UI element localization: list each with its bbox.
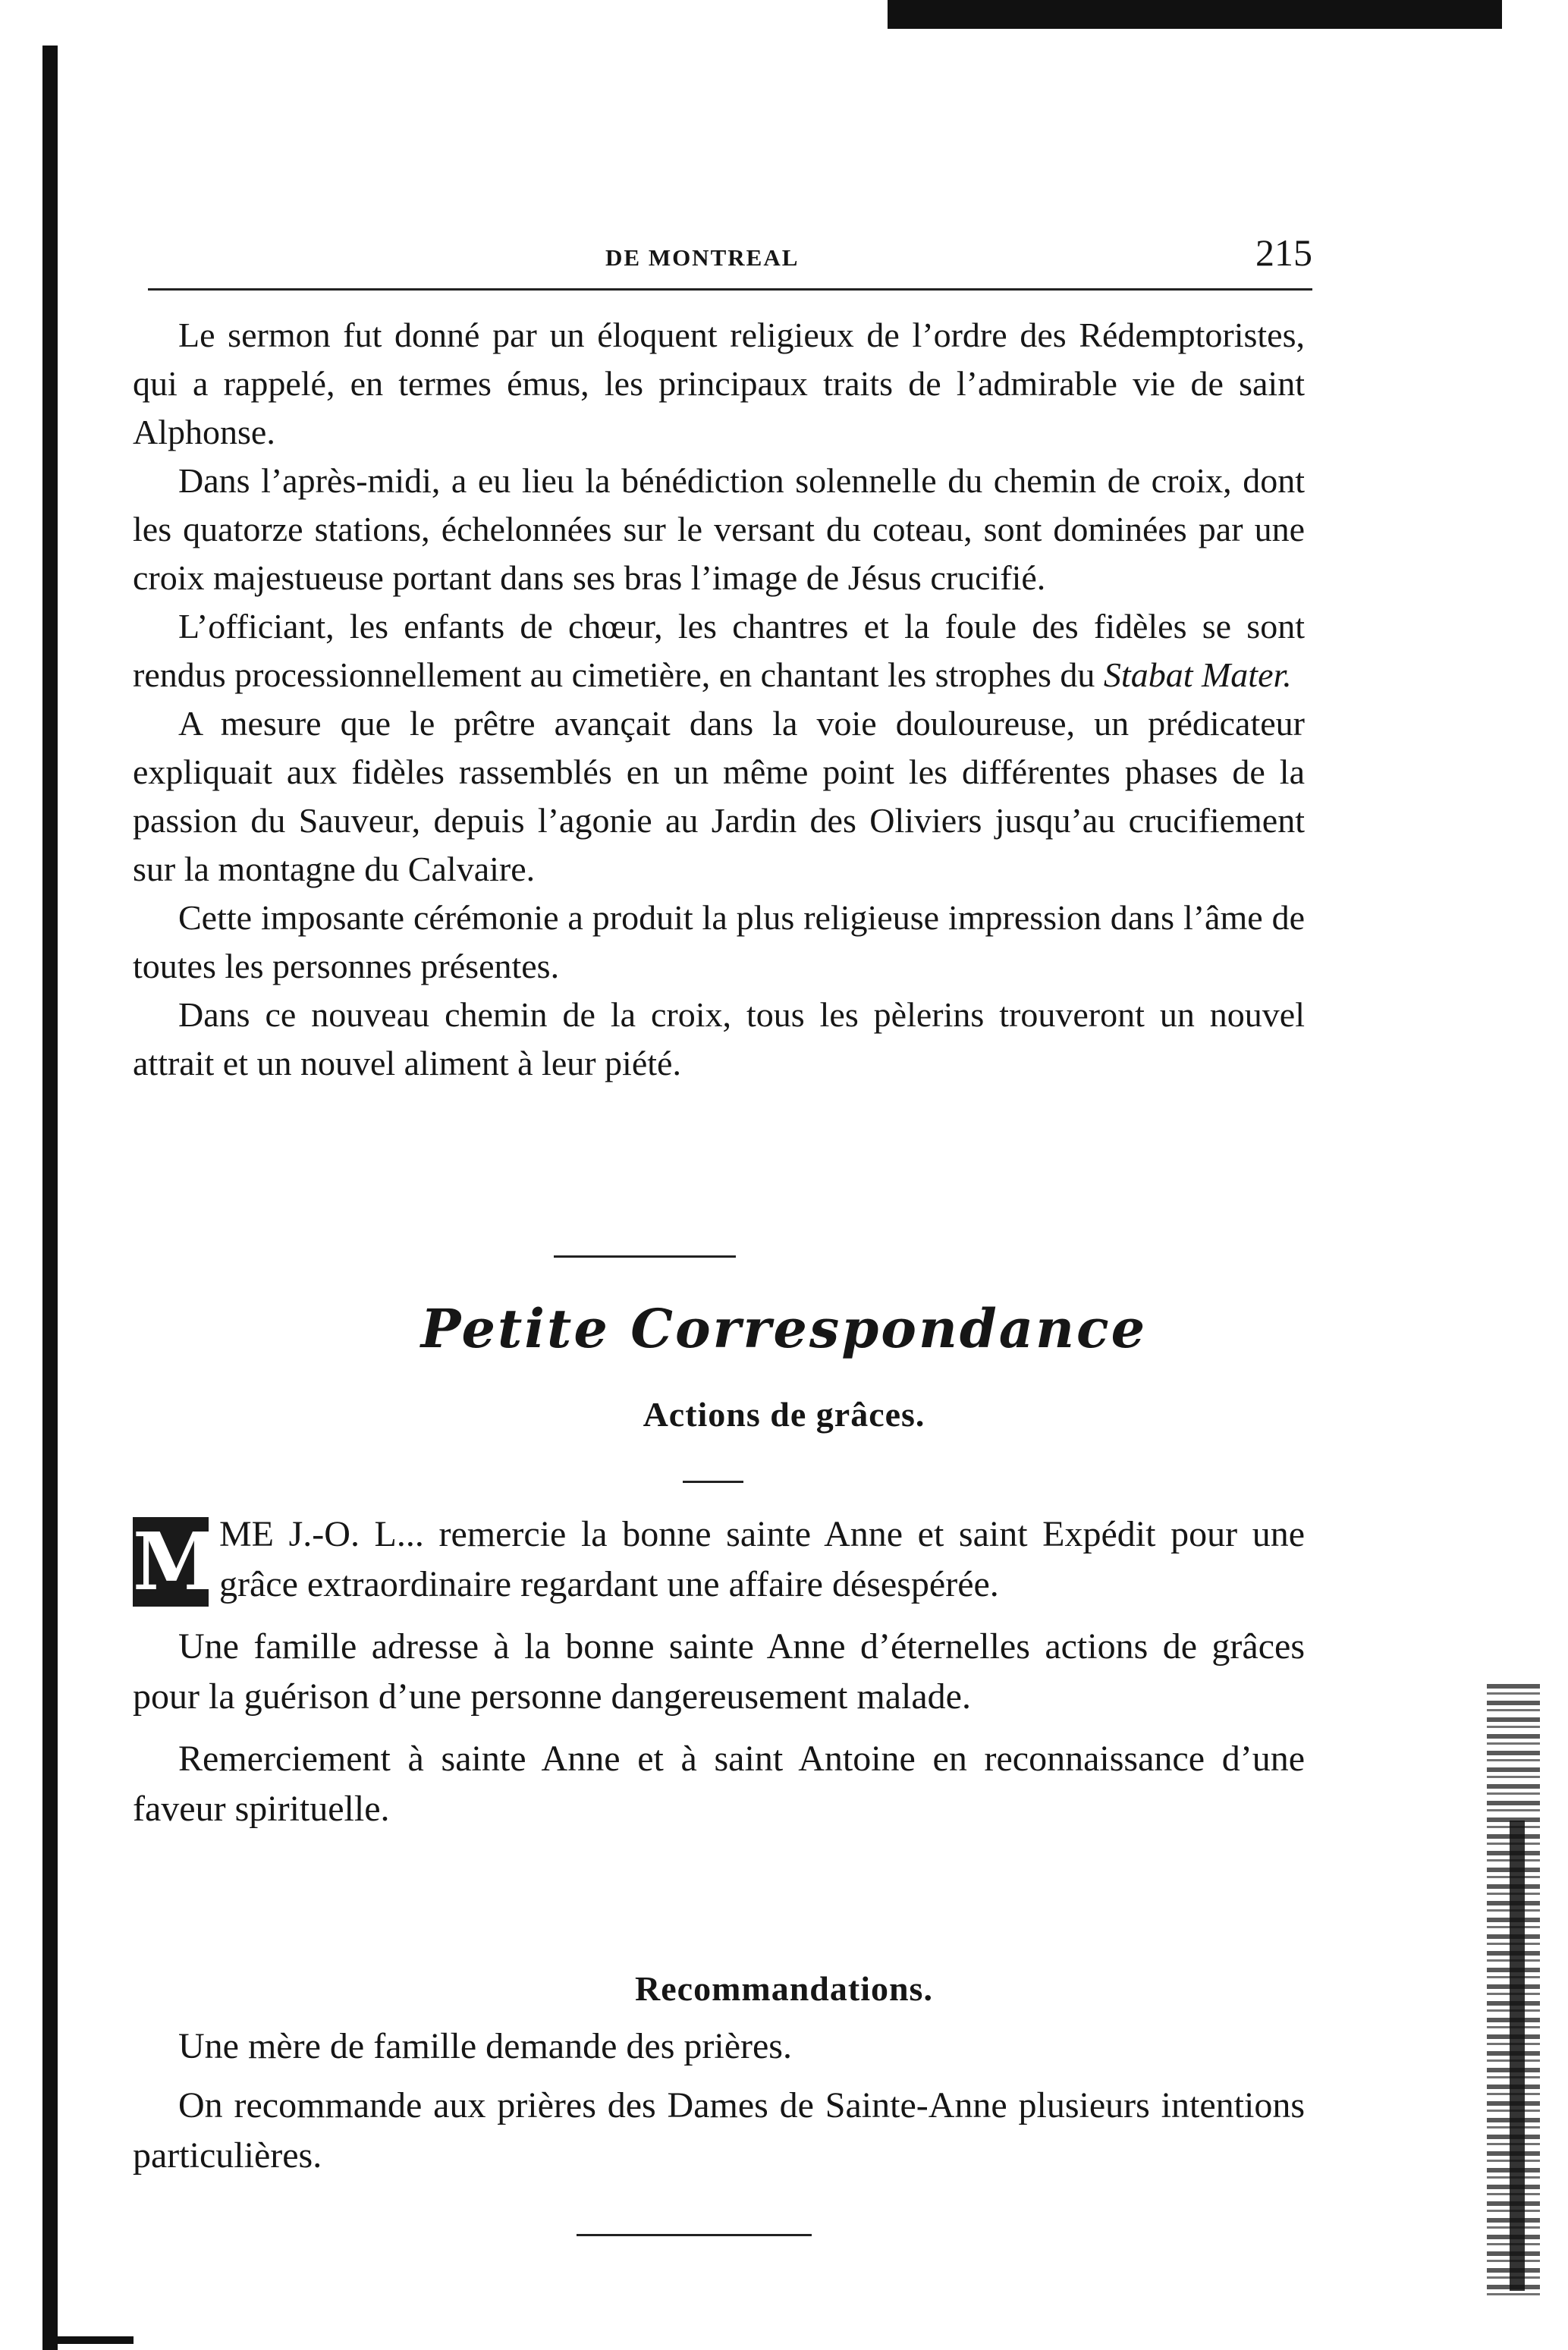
- end-divider: [577, 2234, 812, 2236]
- thanks-item: Remerciement à sainte Anne et à saint Antoine en reconnaissance d’une faveur spirituelle.: [133, 1739, 1305, 1829]
- paragraph-text: Dans l’après-midi, a eu lieu la bénédiction solennelle du chemin de croix, dont les quatorze stations, échelonnées sur le versant du coteau, sont dominées par une croix majestueuse portant dans ses bras l’image de Jésus crucifié.: [133, 461, 1305, 597]
- thanks-list: [133, 1510, 1305, 1846]
- thanks-item: [133, 1510, 1305, 1610]
- paragraph-text: L’officiant, les enfants de chœur, les chantres et la foule des fidèles se sont rendus processionnellement au cimetière, en chantant les strophes du: [133, 607, 1305, 694]
- paragraph: A mesure que le prêtre avançait dans la voie douloureuse, un prédicateur expliquait aux fidèles rassemblés en un même point les différentes phases de la passion du Sauveur, depuis l’agonie au Jardin des Oliviers jusqu’au crucifiement sur la montagne du Calvaire.: [133, 704, 1305, 888]
- stabat-mater-title: Stabat Mater.: [1103, 655, 1292, 694]
- article-body: [133, 311, 1305, 1088]
- recommendation-item: On recommande aux prières des Dames de Sainte-Anne plusieurs intentions particulières.: [133, 2085, 1305, 2176]
- section-divider: [554, 1255, 736, 1258]
- paragraph: Dans ce nouveau chemin de la croix, tous les pèlerins trouveront un nouvel attrait et un nouvel aliment à leur piété.: [133, 995, 1305, 1082]
- thanks-item: Une famille adresse à la bonne sainte Anne d’éternelles actions de grâces pour la guérison d’une personne dangereusement malade.: [133, 1626, 1305, 1717]
- thanks-heading: Actions de grâces.: [643, 1395, 925, 1434]
- scan-edge-bottom: [42, 2336, 134, 2344]
- scan-edge-top-line: [888, 23, 1267, 26]
- paragraph: Cette imposante cérémonie a produit la plus religieuse impression dans l’âme de toutes les personnes présentes.: [133, 898, 1305, 985]
- running-head: [152, 228, 1312, 288]
- running-head-title: DE MONTREAL: [605, 244, 800, 271]
- thanks-item-text: ME J.-O. L... remercie la bonne sainte Anne et saint Expédit pour une grâce extraordinaire regardant une affaire désespérée.: [219, 1514, 1305, 1604]
- page-number: 215: [1255, 231, 1312, 274]
- paragraph: [133, 602, 1305, 699]
- header-rule: [148, 288, 1312, 291]
- recommendations-heading: Recommandations.: [635, 1969, 933, 2008]
- subheading-divider: [683, 1481, 743, 1483]
- paragraph: [133, 457, 1305, 602]
- recommendation-item: Une mère de famille demande des prières.: [178, 2026, 792, 2066]
- paragraph: Le sermon fut donné par un éloquent religieux de l’ordre des Rédemptoristes, qui a rappelé, en termes émus, les principaux traits de l’admirable vie de saint Alphonse.: [133, 316, 1305, 451]
- recommendations-list: [133, 2022, 1305, 2190]
- section-title: Petite Correspondance: [420, 1297, 1148, 1360]
- scan-edge-right: [1510, 1821, 1525, 2291]
- dropcap-letter: M: [133, 1515, 221, 1608]
